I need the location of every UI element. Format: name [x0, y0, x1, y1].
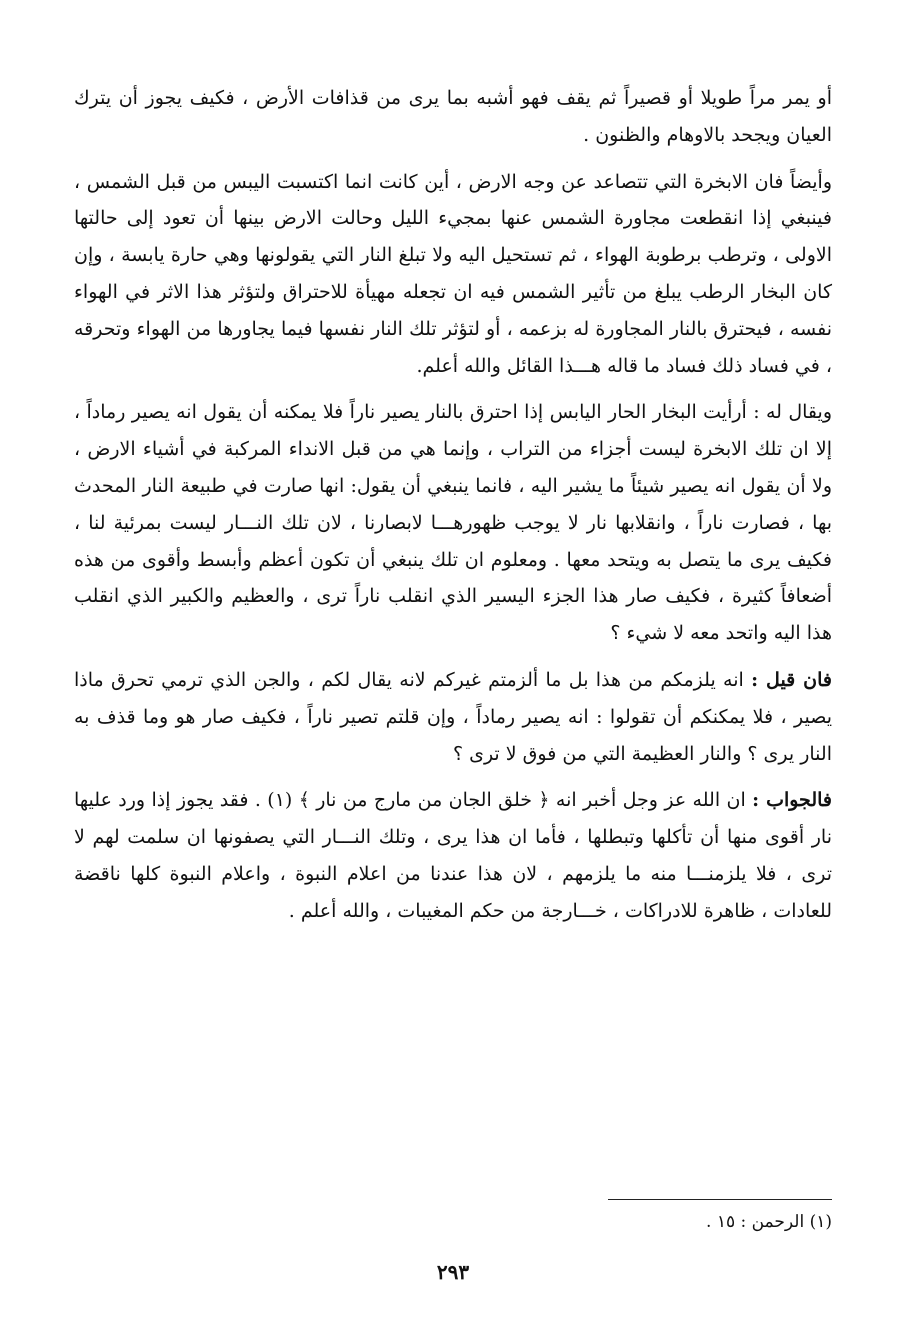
paragraph-5-lead: فالجواب : [752, 789, 832, 812]
paragraph-2 [74, 164, 832, 385]
paragraph-3 [74, 394, 832, 652]
body-text [74, 80, 832, 930]
page-number: ٢٩٣ [436, 1260, 470, 1284]
paragraph-4-lead: فان قيل : [751, 668, 832, 691]
footnote-divider [608, 1199, 832, 1200]
footnote: (١) الرحمن : ١٥ . [706, 1212, 832, 1232]
paragraph-3-text: ويقال له : أرأيت البخار الحار اليابس إذا احترق بالنار يصير ناراً فلا يمكنه أن يقول انه يصير رماداً ، إلا ان تلك الابخرة ليست أجزاء من التراب ، وإنما هي من قبل الانداء المركبة في أشياء الارض ، ولا أن يقول انه يصير شيئاً ما يشير اليه ، فانما ينبغي أن يقول: انها صارت في طبيعة النار المحدث بها ، فصارت ناراً ، وانقلابها نار لا يوجب ظهورهـــا لابصارنا ، لان تلك النـــار ليست بمرئية لنا ، فكيف يرى ما يتصل به ويتحد معها . ومعلوم ان تلك ينبغي أن تكون أعظم وأبسط وأقوى من هذه أضعافاً كثيرة ، فكيف صار هذا الجزء اليسير الذي انقلب ناراً ترى ، والعظيم والكبير الذي انقلب هذا اليه واتحد معه لا شيء ؟ [74, 401, 832, 645]
paragraph-4-text: انه يلزمكم من هذا بل ما ألزمتم غيركم لانه يقال لكم ، والجن الذي ترمي تحرق ماذا يصير ، فلا يمكنكم أن تقولوا : انه يصير رماداً ، وإن قلتم تصير ناراً ، فكيف صار هو وما قذف به النار يرى ؟ والنار العظيمة التي من فوق لا ترى ؟ [74, 668, 832, 765]
paragraph-2-text: وأيضاً فان الابخرة التي تتصاعد عن وجه الارض ، أين كانت انما اكتسبت اليبس من قبل الشمس ، فينبغي إذا انقطعت مجاورة الشمس عنها بمجيء الليل وحالت الارض بينها أن تعود إلى حالتها الاولى ، وترطب برطوبة الهواء ، ثم تستحيل اليه ولا تبلغ النار التي يقولونها وهي حارة يابسة ، وإن كان البخار الرطب يبلغ من تأثير الشمس فيه ان تجعله مهيأة للاحتراق ولتؤثر هذا الاثر في الهواء نفسه ، فيحترق بالنار المجاورة له بزعمه ، أو لتؤثر تلك النار نفسها فيما يجاورها من الهواء وتحرقه ، في فساد ذلك فساد ما قاله هـــذا القائل والله أعلم. [74, 170, 832, 377]
paragraph-1 [74, 80, 832, 154]
paragraph-4 [74, 662, 832, 772]
paragraph-1-text: أو يمر مراً طويلا أو قصيراً ثم يقف فهو أشبه بما يرى من قذافات الأرض ، فكيف يجوز أن يترك العيان ويجحد بالاوهام والظنون . [74, 87, 832, 146]
paragraph-5-text: ان الله عز وجل أخبر انه ﴿ خلق الجان من مارج من نار ﴾ (١) . فقد يجوز إذا ورد عليها نار أقوى منها أن تأكلها وتبطلها ، فأما ان هذا يرى ، وتلك النـــار التي يصفونها ان سلمت لهم لا ترى ، فلا يلزمنـــا منه ما يلزمهم ، لان هذا عندنا من اعلام النبوة ، واعلام النبوة كلها ناقضة للعادات ، ظاهرة للادراكات ، خـــارجة من حكم المغيبات ، والله أعلم . [74, 789, 832, 922]
paragraph-5 [74, 782, 832, 929]
